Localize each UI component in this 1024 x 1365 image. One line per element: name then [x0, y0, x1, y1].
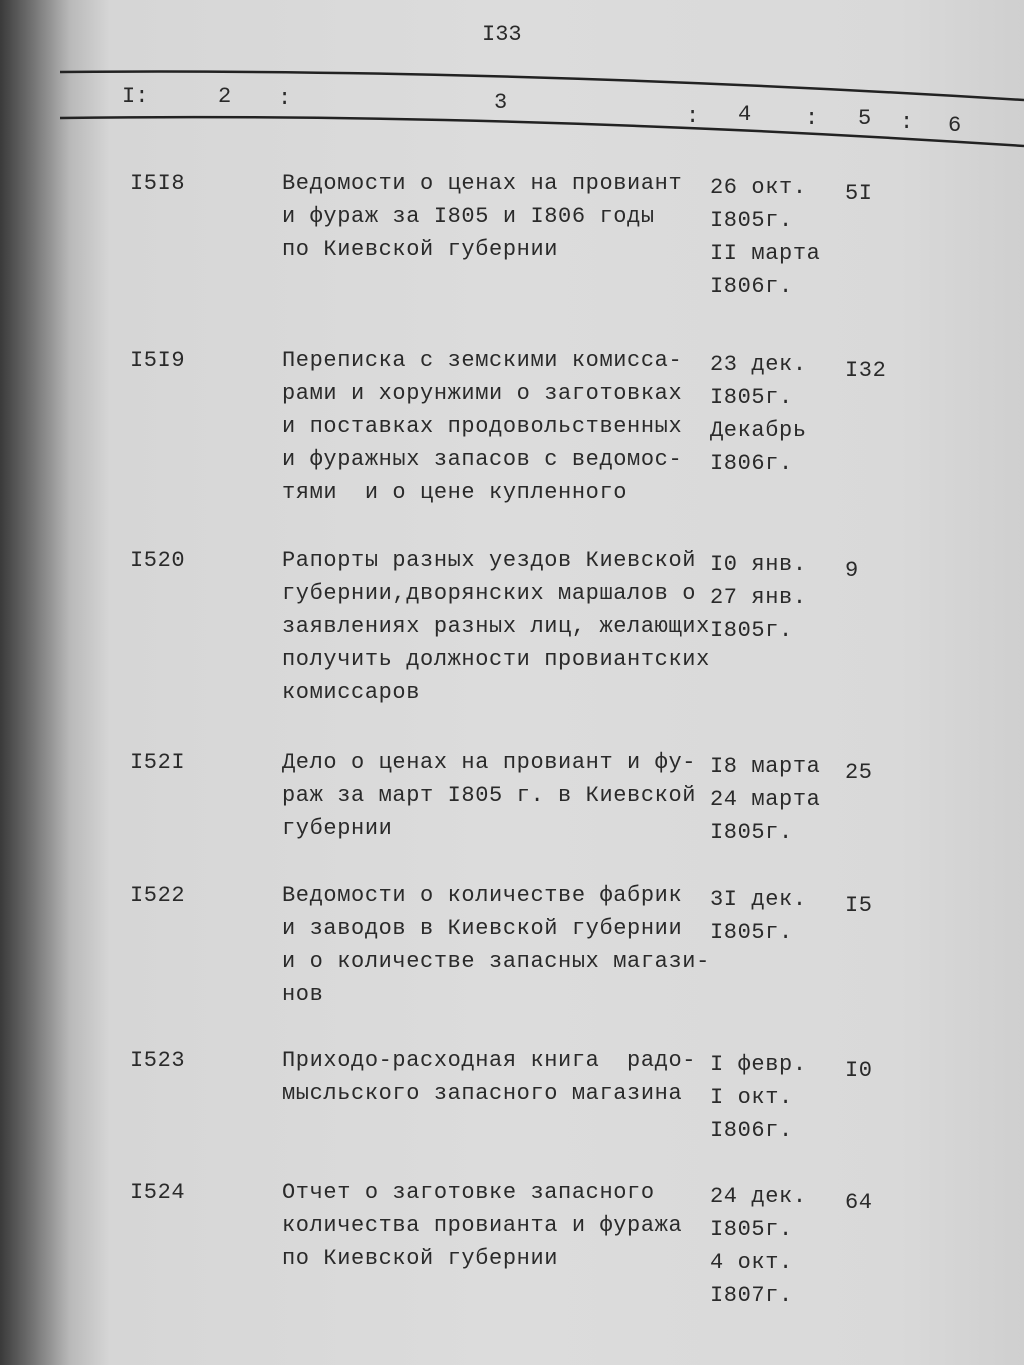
entry-description-line: и о количестве запасных магази-: [282, 949, 710, 974]
entry-description-line: губернии: [282, 816, 393, 841]
entry-description-line: и поставках продовольственных: [282, 414, 683, 439]
entry-date-line: 23 дек.: [710, 352, 807, 377]
entry-pages: 25: [845, 760, 873, 785]
entry-number: I52I: [130, 750, 186, 775]
entry-description-line: и фураж за I805 и I806 годы: [282, 204, 655, 229]
entry-description-line: комиссаров: [282, 680, 421, 705]
entry-number: I5I9: [130, 348, 186, 373]
entry-date-line: I0 янв.: [710, 552, 807, 577]
entry-date-line: 3I дек.: [710, 887, 807, 912]
entry-description-line: и фуражных запасов с ведомос-: [282, 447, 683, 472]
entry-date-line: Декабрь: [710, 418, 807, 443]
header-sep: :: [900, 110, 914, 135]
entry-description-line: Отчет о заготовке запасного: [282, 1180, 655, 1205]
entry-description-line: по Киевской губернии: [282, 237, 559, 262]
entry-date-line: I805г.: [710, 618, 793, 643]
entry-description-line: Дело о ценах на провиант и фу-: [282, 750, 697, 775]
entry-date-line: 4 окт.: [710, 1250, 793, 1275]
entry-date-line: 26 окт.: [710, 175, 807, 200]
entry-description-line: нов: [282, 982, 324, 1007]
entry-pages: I32: [845, 358, 887, 383]
entry-date-line: II марта: [710, 241, 821, 266]
entry-description-line: получить должности провиантских: [282, 647, 710, 672]
entry-description-line: тями и о цене купленного: [282, 480, 628, 505]
entry-description-line: Переписка с земскими комисса-: [282, 348, 683, 373]
entry-description-line: рами и хорунжими о заготовках: [282, 381, 683, 406]
entry-date-line: I февр.: [710, 1052, 807, 1077]
entry-number: I522: [130, 883, 186, 908]
header-col-5: 5: [858, 106, 872, 131]
entry-date-line: I805г.: [710, 385, 793, 410]
entry-description-line: количества провианта и фуража: [282, 1213, 683, 1238]
entry-date-line: 24 марта: [710, 787, 821, 812]
entry-number: I5I8: [130, 171, 186, 196]
entry-pages: 9: [845, 558, 859, 583]
entry-pages: 5I: [845, 181, 873, 206]
entry-description-line: заявлениях разных лиц, желающих: [282, 614, 710, 639]
entry-description-line: раж за март I805 г. в Киевской: [282, 783, 697, 808]
entry-date-line: I8 марта: [710, 754, 821, 779]
entry-description-line: Рапорты разных уездов Киевской: [282, 548, 697, 573]
header-bottom-rule: [60, 117, 1024, 146]
entry-date-line: 24 дек.: [710, 1184, 807, 1209]
entry-number: I523: [130, 1048, 186, 1073]
header-sep: :: [686, 104, 700, 129]
entry-description-line: Приходо-расходная книга радо-: [282, 1048, 697, 1073]
entry-date-line: I805г.: [710, 208, 793, 233]
header-col-4: 4: [738, 102, 752, 127]
entry-description-line: по Киевской губернии: [282, 1246, 559, 1271]
entry-date-line: 27 янв.: [710, 585, 807, 610]
entry-date-line: I805г.: [710, 1217, 793, 1242]
entry-description-line: и заводов в Киевской губернии: [282, 916, 683, 941]
entry-description-line: мысльского запасного магазина: [282, 1081, 683, 1106]
entry-pages: 64: [845, 1190, 873, 1215]
header-col-1: I:: [122, 84, 149, 109]
entry-date-line: I805г.: [710, 920, 793, 945]
header-col-3: 3: [494, 90, 508, 115]
entry-pages: I5: [845, 893, 873, 918]
entry-description-line: губернии,дворянских маршалов о: [282, 581, 697, 606]
entry-date-line: I806г.: [710, 1118, 793, 1143]
entry-number: I520: [130, 548, 186, 573]
entry-description-line: Ведомости о ценах на провиант: [282, 171, 683, 196]
header-sep: :: [278, 86, 292, 111]
entry-date-line: I окт.: [710, 1085, 793, 1110]
entry-date-line: I806г.: [710, 274, 793, 299]
entry-description-line: Ведомости о количестве фабрик: [282, 883, 683, 908]
header-sep: :: [805, 106, 819, 131]
entry-number: I524: [130, 1180, 186, 1205]
header-top-rule: [60, 72, 1024, 100]
page-number: I33: [482, 22, 522, 47]
entry-pages: I0: [845, 1058, 873, 1083]
header-col-2: 2: [218, 84, 232, 109]
entry-date-line: I806г.: [710, 451, 793, 476]
header-col-6: 6: [948, 113, 962, 138]
entry-date-line: I805г.: [710, 820, 793, 845]
entry-date-line: I807г.: [710, 1283, 793, 1308]
